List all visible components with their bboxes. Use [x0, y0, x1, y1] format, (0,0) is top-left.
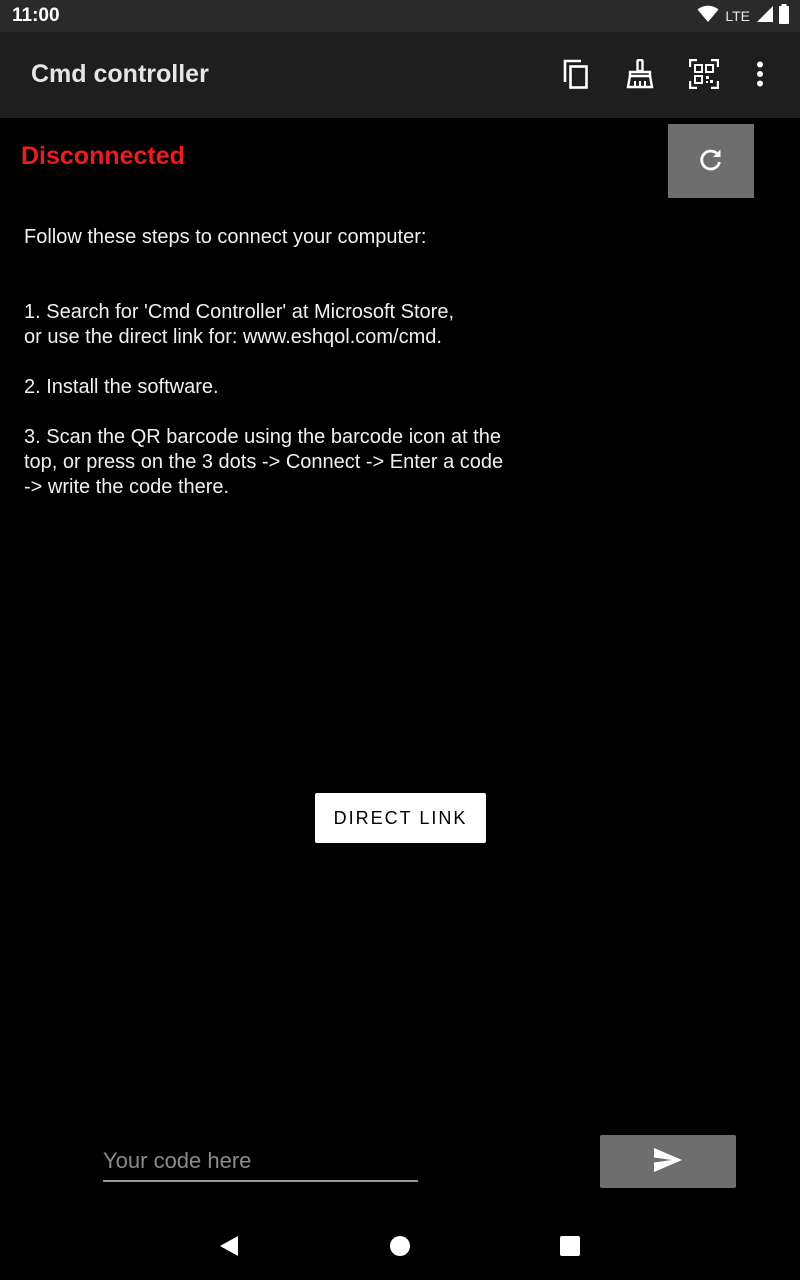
recents-icon: [560, 1236, 580, 1261]
code-input[interactable]: [103, 1142, 418, 1182]
recents-button[interactable]: [552, 1230, 588, 1266]
clear-button[interactable]: [618, 54, 662, 98]
status-icons: [697, 6, 790, 26]
instructions-step-2: 2. Install the software.: [24, 376, 219, 398]
send-icon: [653, 1147, 683, 1176]
direct-link-button[interactable]: DIRECT LINK: [315, 793, 486, 843]
home-icon: [389, 1235, 411, 1262]
instructions-step-1: 1. Search for 'Cmd Controller' at Microsoft Store, or use the direct link for: www.eshqol.com/cmd.: [24, 301, 455, 348]
app-bar: [0, 32, 800, 118]
more-options-button[interactable]: [738, 54, 782, 98]
instructions-step-3: 3. Scan the QR barcode using the barcode icon at the top, or press on the 3 dots -> Connect -> Enter a code -> write the code there.: [24, 426, 504, 498]
scan-qr-button[interactable]: [682, 54, 726, 98]
navigation-bar: [0, 1216, 800, 1280]
network-type-label: LTE: [725, 8, 750, 24]
home-button[interactable]: [382, 1230, 418, 1266]
more-vert-icon: [756, 61, 764, 92]
copy-button[interactable]: [554, 54, 598, 98]
battery-icon: [778, 4, 790, 29]
status-bar: [0, 0, 800, 32]
refresh-button[interactable]: [668, 124, 754, 198]
refresh-icon: [698, 147, 724, 176]
back-button[interactable]: [211, 1230, 247, 1266]
cell-signal-icon: [756, 5, 774, 28]
wifi-icon: [697, 5, 719, 28]
send-button[interactable]: [600, 1135, 736, 1188]
instructions-intro: Follow these steps to connect your computer:: [24, 226, 427, 248]
connection-status: Disconnected: [21, 142, 185, 170]
broom-icon: [626, 59, 654, 94]
back-icon: [219, 1235, 239, 1262]
app-title: Cmd controller: [31, 60, 209, 88]
copy-icon: [562, 58, 590, 95]
qr-scan-icon: [689, 59, 719, 94]
status-time: 11:00: [12, 5, 60, 26]
